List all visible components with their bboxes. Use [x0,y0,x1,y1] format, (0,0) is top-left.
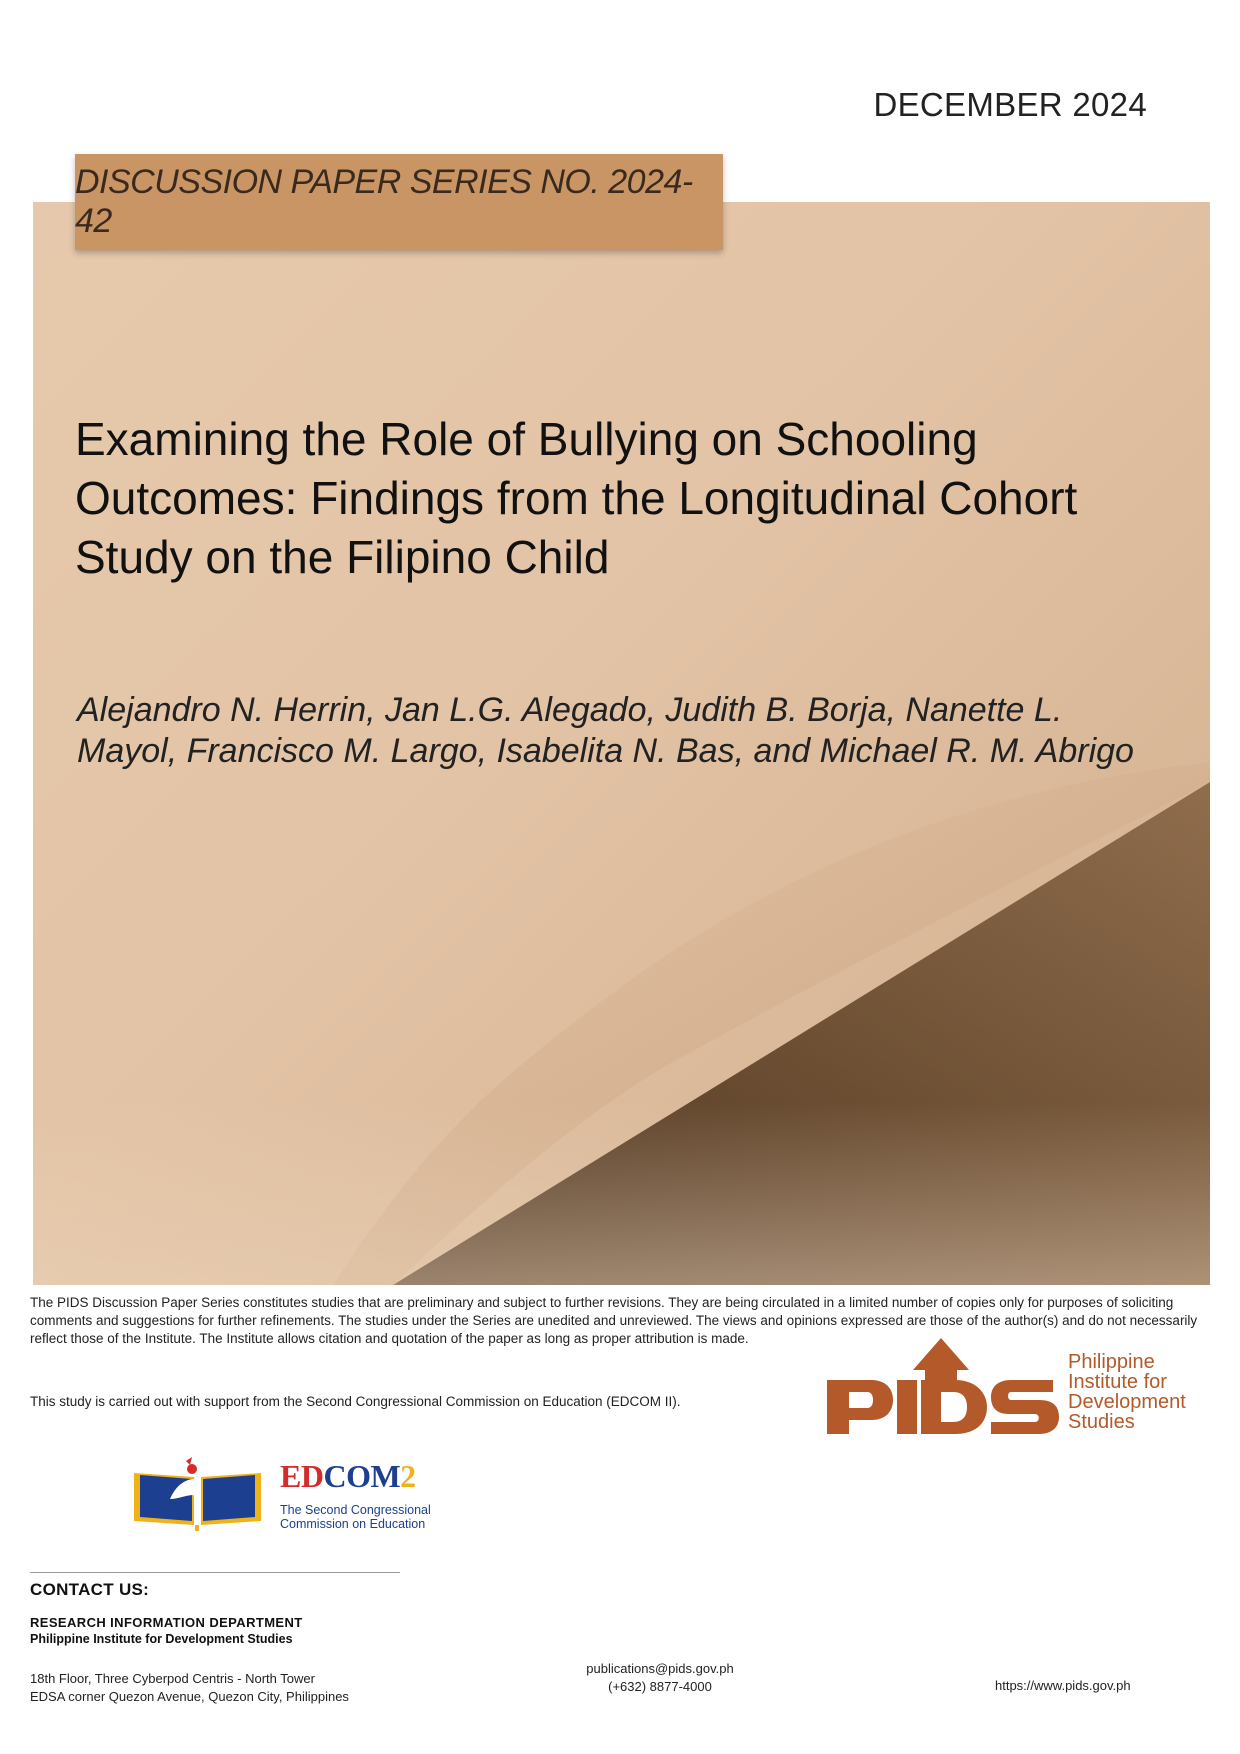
pids-institute-name [1068,1352,1186,1432]
paper-authors: Alejandro N. Herrin, Jan L.G. Alegado, Judith B. Borja, Nanette L. Mayol, Francisco M. Largo, Isabelita N. Bas, and Michael R. M. Abrigo [77,691,1134,770]
contact-email-phone [560,1660,760,1696]
pids-wordmark-graphic [827,1334,1057,1434]
edcom-subtitle-line: The Second Congressional [280,1503,431,1517]
edcom-wordmark [280,1459,416,1493]
disclaimer-text: The PIDS Discussion Paper Series constitutes studies that are preliminary and subject to further revisions. They are being circulated in a limited number of copies only for purposes of soliciting comments and suggestions for further refinements. The studies under the Series are unedited and unreviewed. The views and opinions expressed are those of the author(s) and do not necessarily reflect those of the Institute. The Institute allows citation and quotation of the paper as long as proper attribution is made. [30,1295,1198,1346]
pids-name-line: Development [1068,1391,1186,1413]
contact-department: RESEARCH INFORMATION DEPARTMENT [30,1615,303,1630]
series-number-tab [75,154,723,250]
contact-divider [30,1572,400,1573]
pids-name-line: Philippine [1068,1351,1155,1373]
edcom-wordmark-number: 2 [400,1458,416,1494]
contact-email[interactable]: publications@pids.gov.ph [586,1661,734,1676]
pids-name-line: Institute for [1068,1371,1167,1393]
support-note: This study is carried out with support from the Second Congressional Commission on Education (EDCOM II). [30,1394,681,1409]
edcom-wordmark-com: COM [323,1458,401,1494]
paper-title: Examining the Role of Bullying on Schooling Outcomes: Findings from the Longitudinal Cohort Study on the Filipino Child [75,413,1078,583]
contact-address [30,1670,349,1706]
contact-website-link[interactable]: https://www.pids.gov.ph [995,1678,1131,1693]
contact-organization: Philippine Institute for Development Studies [30,1632,293,1646]
pids-logo [827,1334,1227,1434]
pids-name-line: Studies [1068,1411,1135,1433]
publication-date: DECEMBER 2024 [873,86,1147,123]
contact-phone: (+632) 8877-4000 [608,1679,712,1694]
edcom-subtitle [280,1503,460,1531]
open-book-icon [130,1455,265,1535]
contact-heading: CONTACT US: [30,1580,150,1599]
series-number-label: DISCUSSION PAPER SERIES NO. 2024-42 [75,163,693,240]
address-line: 18th Floor, Three Cyberpod Centris - North Tower [30,1671,315,1686]
edcom-wordmark-ed: ED [280,1458,324,1494]
edcom-subtitle-line: Commission on Education [280,1517,426,1531]
edcom-logo [130,1455,460,1535]
address-line: EDSA corner Quezon Avenue, Quezon City, Philippines [30,1689,349,1704]
